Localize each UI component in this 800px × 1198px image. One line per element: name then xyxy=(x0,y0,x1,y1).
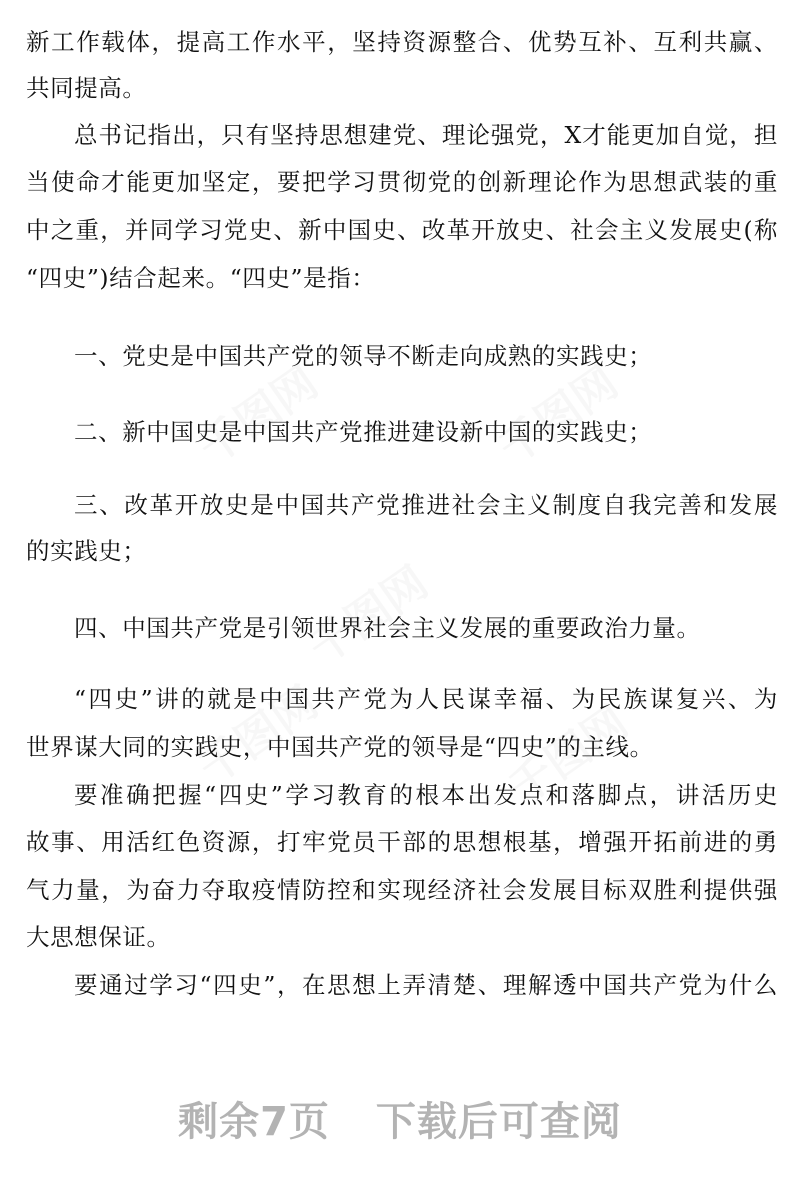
paragraph-line: 新工作载体，提高工作水平，坚持资源整合、优势互补、互利共赢、 xyxy=(26,28,778,56)
paragraph-line: 总书记指出，只有坚持思想建党、理论强党，X才能更加自觉，担 xyxy=(74,121,778,149)
list-item: 一、党史是中国共产党的领导不断走向成熟的实践史； xyxy=(74,342,653,370)
paragraph-line: 当使命才能更加坚定，要把学习贯彻党的创新理论作为思想武装的重 xyxy=(26,168,778,196)
remaining-pages-label: 剩余7页 xyxy=(178,1099,330,1145)
paragraph-line: 故事、用活红色资源，打牢党员干部的思想根基，增强开拓前进的勇 xyxy=(26,828,778,856)
list-item: 二、新中国史是中国共产党推进建设新中国的实践史； xyxy=(74,418,653,446)
list-item: 四、中国共产党是引领世界社会主义发展的重要政治力量。 xyxy=(74,614,701,642)
paragraph-line: 大思想保证。 xyxy=(26,923,171,951)
paragraph-line: 世界谋大同的实践史，中国共产党的领导是“四史”的主线。 xyxy=(26,733,654,761)
watermark: 千图网 xyxy=(189,356,328,475)
watermark: 千图网 xyxy=(489,356,628,475)
watermark: 千图网 xyxy=(499,696,638,815)
watermark: 千图网 xyxy=(189,676,328,795)
download-prompt-banner[interactable] xyxy=(0,1094,800,1150)
paragraph-line: 要准确把握“四史”学习教育的根本出发点和落脚点，讲活历史 xyxy=(74,781,778,809)
paragraph-line: “四史”讲的就是中国共产党为人民谋幸福、为民族谋复兴、为 xyxy=(74,685,778,713)
paragraph-line: 共同提高。 xyxy=(26,74,147,102)
list-item: 三、改革开放史是中国共产党推进社会主义制度自我完善和发展 xyxy=(74,491,778,519)
watermark: 千图网 xyxy=(299,556,438,675)
paragraph-line: 要通过学习“四史”，在思想上弄清楚、理解透中国共产党为什么 xyxy=(74,971,778,999)
download-to-view-label: 下载后可查阅 xyxy=(375,1099,622,1145)
list-item-continuation: 的实践史； xyxy=(26,537,147,565)
paragraph-line: “四史”)结合起来。“四史”是指： xyxy=(26,264,376,292)
paragraph-line: 中之重，并同学习党史、新中国史、改革开放史、社会主义发展史(称 xyxy=(26,216,778,244)
paragraph-line: 气力量，为奋力夺取疫情防控和实现经济社会发展目标双胜利提供强 xyxy=(26,876,778,904)
